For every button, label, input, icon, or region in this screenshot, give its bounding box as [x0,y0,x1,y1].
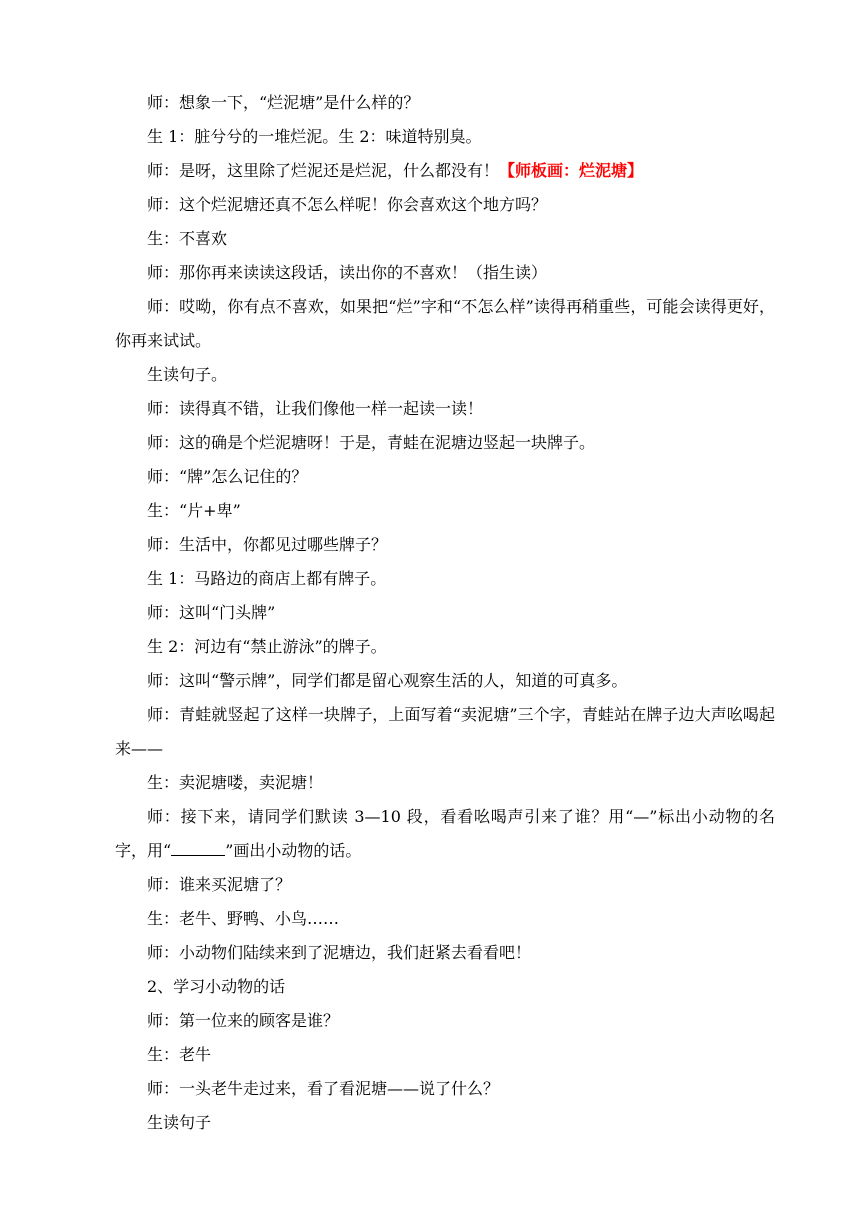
paragraph: 师：读得真不错，让我们像他一样一起读一读！ [147,399,484,418]
paragraph: 生 2：河边有“禁止游泳”的牌子。 [147,637,387,656]
paragraph-text: 师：是呀，这里除了烂泥还是烂泥，什么都没有！ [147,161,500,180]
paragraph: 生读句子 [147,1113,212,1132]
document-body [115,86,775,1140]
paragraph: 师：谁来买泥塘了？ [147,875,292,894]
paragraph-text: ”画出小动物的话。 [225,841,362,860]
paragraph [115,800,775,868]
paragraph: 生：老牛、野鸭、小鸟…… [147,909,340,928]
paragraph: 师：小动物们陆续来到了泥塘边，我们赶紧去看看吧！ [147,943,532,962]
paragraph: 师：“牌”怎么记住的？ [147,467,308,486]
paragraph: 生：老牛 [147,1045,212,1064]
paragraph: 师：第一位来的顾客是谁？ [147,1011,340,1030]
paragraph: 师：这个烂泥塘还真不怎么样呢！你会喜欢这个地方吗？ [147,195,548,214]
paragraph: 师：青蛙就竖起了这样一块牌子，上面写着“卖泥塘”三个字，青蛙站在牌子边大声吆喝起来—— [115,705,775,758]
paragraph-text: 师：接下来，请同学们默读 3—10 段，看看吆喝声引来了谁？用“—”标出小动物的名字，用“ [115,807,775,860]
paragraph: 师：哎呦，你有点不喜欢，如果把“烂”字和“不怎么样”读得再稍重些，可能会读得更好，你再来试试。 [115,297,775,350]
paragraph: 师：想象一下，“烂泥塘”是什么样的？ [147,93,420,112]
paragraph: 生 1：脏兮兮的一堆烂泥。生 2：味道特别臭。 [147,127,482,146]
teacher-board-note: 【师板画：烂泥塘】 [499,161,644,180]
paragraph: 生读句子。 [147,365,228,384]
paragraph: 师：一头老牛走过来，看了看泥塘——说了什么？ [147,1079,500,1098]
paragraph [115,154,775,188]
paragraph: 师：这叫“警示牌”，同学们都是留心观察生活的人，知道的可真多。 [147,671,628,690]
underline-blank [171,841,225,856]
paragraph: 师：生活中，你都见过哪些牌子？ [147,535,388,554]
paragraph: 师：这叫“门头牌” [147,603,276,622]
paragraph: 生：“片+卑” [147,501,241,520]
section-heading: 2、学习小动物的话 [147,977,286,996]
paragraph: 生 1：马路边的商店上都有牌子。 [147,569,387,588]
paragraph: 生：卖泥塘喽，卖泥塘！ [147,773,324,792]
paragraph: 生：不喜欢 [147,229,228,248]
paragraph: 师：那你再来读读这段话，读出你的不喜欢！（指生读） [147,263,548,282]
paragraph: 师：这的确是个烂泥塘呀！于是，青蛙在泥塘边竖起一块牌子。 [147,433,596,452]
